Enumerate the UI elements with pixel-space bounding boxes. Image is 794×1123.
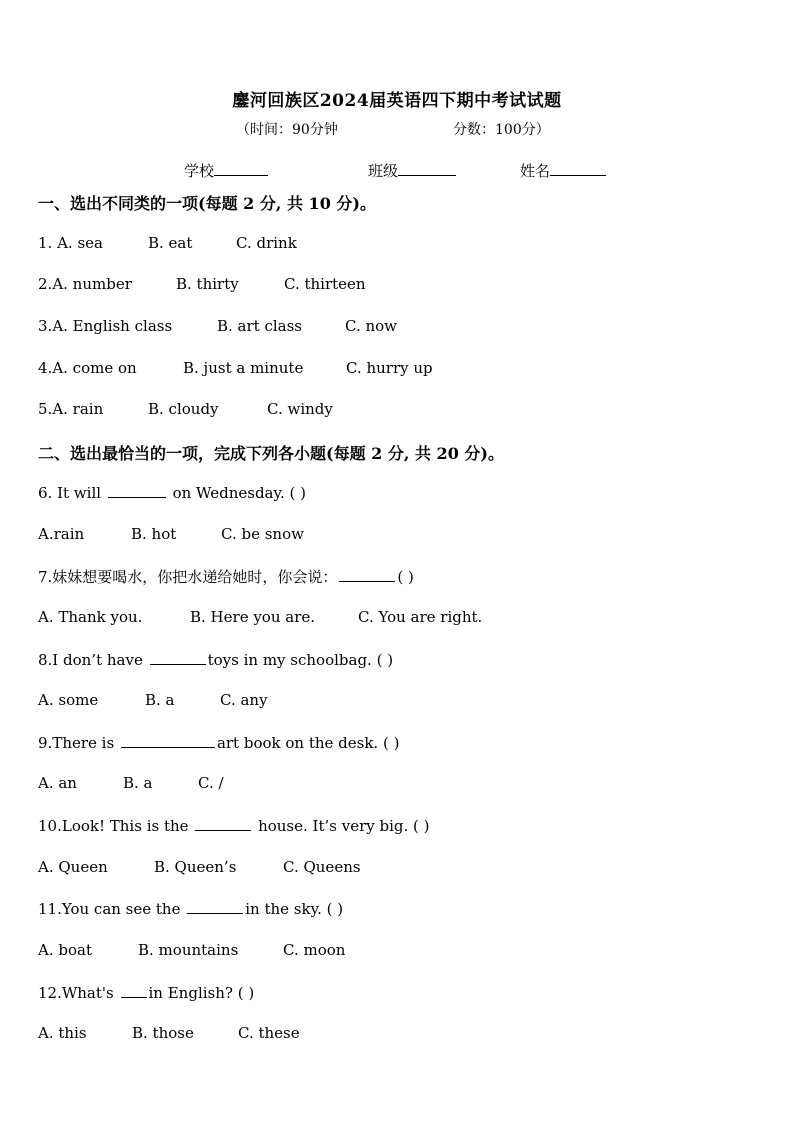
option-b[interactable]: B. art class [217,317,303,335]
option-a[interactable]: A. Thank you. [38,608,143,626]
question-number: 1. [38,234,58,252]
option-c[interactable]: C. any [220,691,268,709]
question-stem: 12.What's [38,984,119,1002]
option-b[interactable]: B. Queen’s [154,858,237,876]
option-c[interactable]: C. drink [236,234,297,252]
question-10 [38,816,430,835]
answer-blank[interactable] [339,567,395,582]
school-blank[interactable] [214,161,268,176]
question-8 [38,650,393,669]
option-b[interactable]: B. hot [131,525,177,543]
answer-blank[interactable] [121,983,147,998]
option-c[interactable]: C. these [238,1024,300,1042]
class-field[interactable] [368,160,456,181]
option-c[interactable]: C. You are right. [358,608,483,626]
question-stem: 8.I don’t have [38,651,148,669]
question-4 [38,359,137,377]
option-c[interactable]: C. be snow [221,525,304,543]
option-a[interactable]: A. English class [52,317,173,335]
option-a[interactable]: A. an [38,774,77,792]
option-b[interactable]: B. eat [148,234,193,252]
question-stem: 11.You can see the [38,900,186,918]
option-a[interactable]: A. this [38,1024,87,1042]
option-a[interactable]: A. some [38,691,99,709]
option-c[interactable]: C. moon [283,941,346,959]
answer-blank[interactable] [108,483,166,498]
question-3 [38,317,172,335]
page-title: 鏖河回族区2024届英语四下期中考试试题 [232,91,562,111]
option-a[interactable]: A. number [52,275,132,293]
option-a[interactable]: A. come on [52,359,137,377]
question-stem-end: in the sky. ( ) [245,900,344,918]
name-field[interactable] [520,160,606,181]
question-5 [38,400,103,418]
answer-blank[interactable] [121,733,215,748]
question-12 [38,983,254,1002]
option-b[interactable]: B. mountains [138,941,239,959]
option-c[interactable]: C. windy [267,400,333,418]
question-stem-end: art book on the desk. ( ) [216,734,400,752]
answer-blank[interactable] [150,650,206,665]
option-b[interactable]: B. cloudy [148,400,219,418]
option-a[interactable]: A. sea [57,234,103,252]
question-stem-end: toys in my schoolbag. ( ) [207,651,394,669]
option-b[interactable]: B. just a minute [183,359,304,377]
answer-blank[interactable] [187,899,243,914]
option-a[interactable]: A. boat [38,941,92,959]
question-1 [38,234,103,252]
answer-blank[interactable] [195,816,251,831]
question-stem-end: on Wednesday. ( ) [167,484,306,502]
school-label: 学校 [184,162,215,180]
question-stem: 9.There is [38,734,119,752]
option-c[interactable]: C. now [345,317,398,335]
question-stem: 7.妹妹想要喝水，你把水递给她时，你会说： [38,568,338,586]
question-stem-end: house. It’s very big. ( ) [253,817,430,835]
question-7 [38,566,414,587]
question-11 [38,899,343,918]
question-9 [38,733,399,752]
option-b[interactable]: B. thirty [176,275,239,293]
question-2 [38,275,132,293]
name-label: 姓名 [520,162,551,180]
option-a[interactable]: A. rain [52,400,104,418]
school-field[interactable] [184,160,268,181]
question-stem: 10.Look! This is the [38,817,194,835]
question-number: 3. [38,317,53,335]
question-number: 4. [38,359,53,377]
option-c[interactable]: C. / [198,774,224,792]
question-stem-end: in English? ( ) [148,984,255,1002]
question-stem-end: ( ) [397,568,414,586]
option-a[interactable]: A.rain [38,525,85,543]
question-6 [38,483,306,502]
class-label: 班级 [368,162,399,180]
option-c[interactable]: C. Queens [283,858,361,876]
section2-heading: 二、选出最恰当的一项，完成下列各小题(每题 2 分, 共 20 分)。 [38,444,504,463]
option-b[interactable]: B. those [132,1024,194,1042]
option-b[interactable]: B. a [123,774,153,792]
question-number: 2. [38,275,53,293]
name-blank[interactable] [550,161,606,176]
option-b[interactable]: B. a [145,691,175,709]
option-c[interactable]: C. hurry up [346,359,433,377]
class-blank[interactable] [398,161,456,176]
exam-time: （时间：90分钟 [236,122,338,138]
option-b[interactable]: B. Here you are. [190,608,316,626]
option-a[interactable]: A. Queen [38,858,108,876]
question-stem: 6. It will [38,484,106,502]
option-c[interactable]: C. thirteen [284,275,366,293]
exam-score: 分数：100分） [453,122,550,138]
section1-heading: 一、选出不同类的一项(每题 2 分, 共 10 分)。 [38,194,376,213]
question-number: 5. [38,400,53,418]
